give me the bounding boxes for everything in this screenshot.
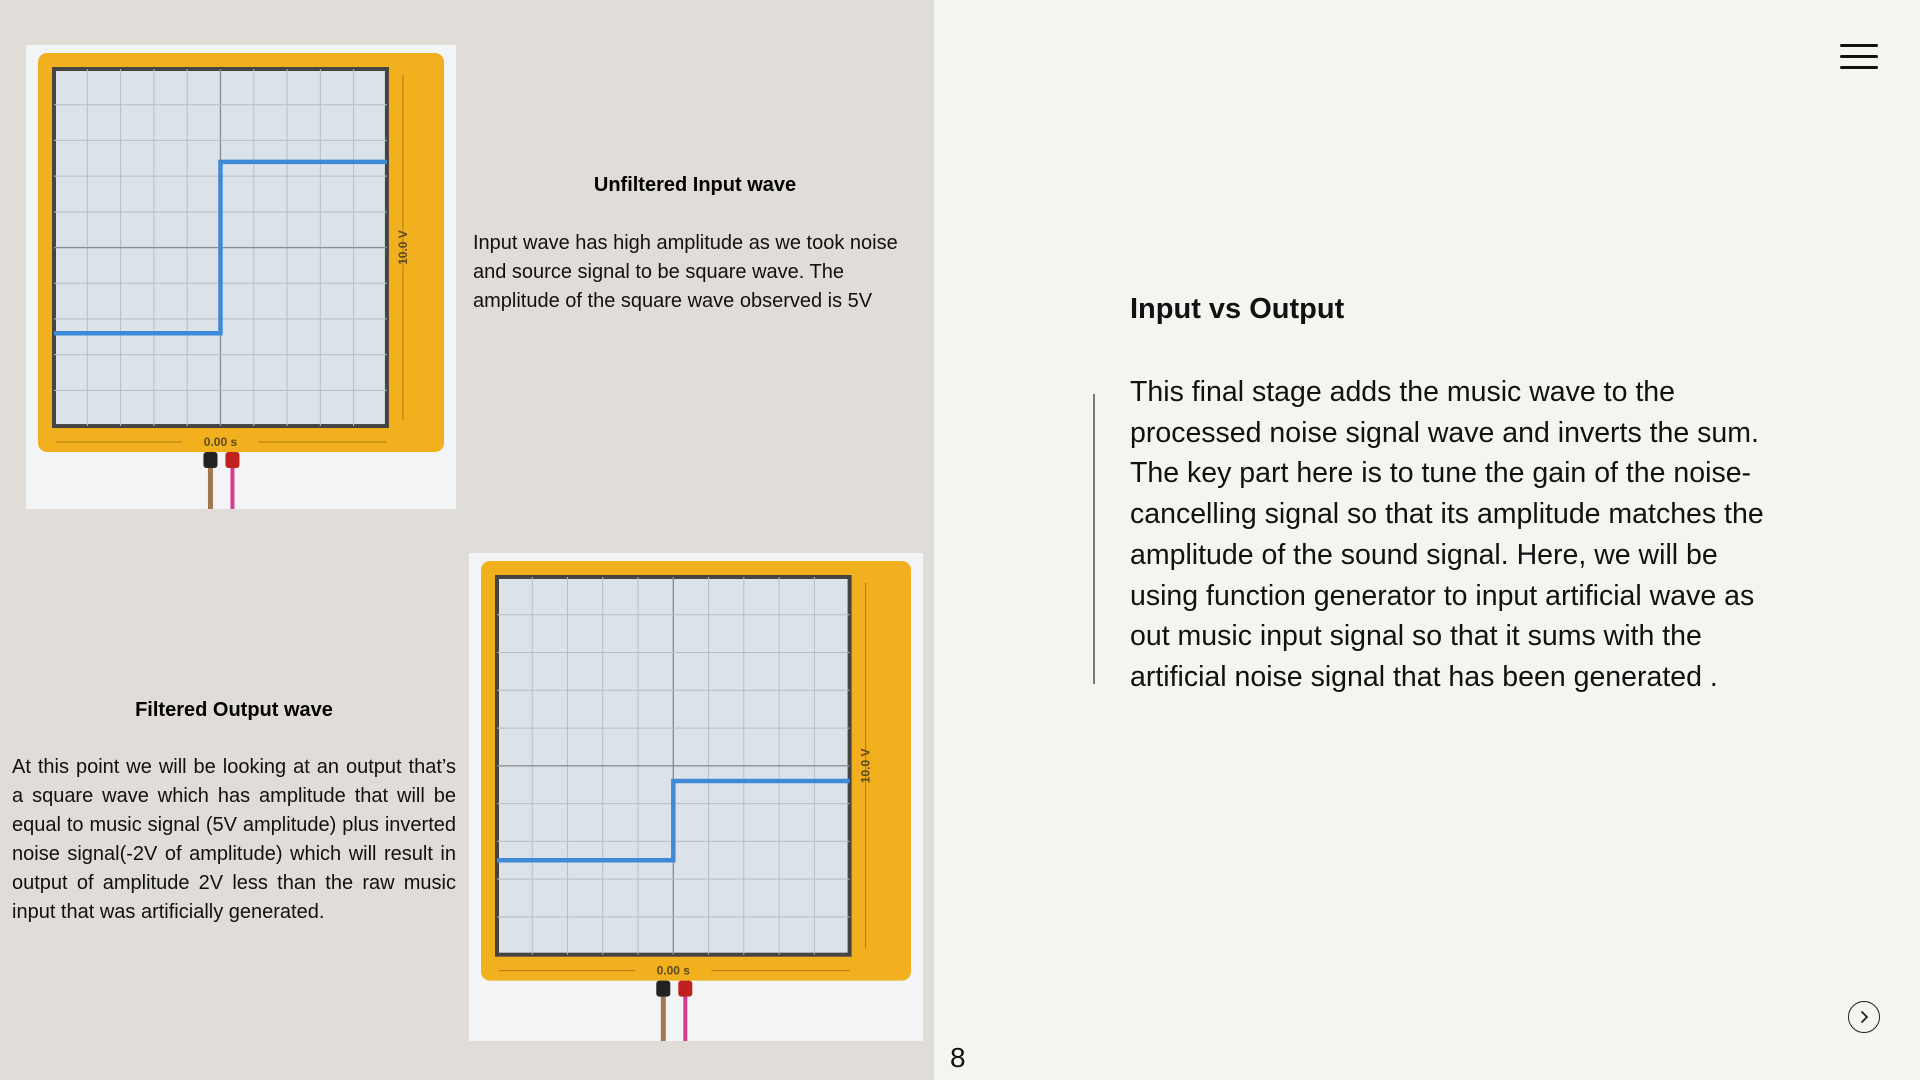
signal-probe: [678, 981, 692, 997]
time-label: 0.00 s: [203, 435, 238, 450]
voltage-label: 10.0 V: [858, 748, 873, 784]
input-oscilloscope-graphic: [26, 45, 456, 509]
voltage-label: 10.0 V: [395, 230, 410, 265]
input-wave-description: Input wave has high amplitude as we took noise and source signal to be square wave. The amplitude of the square wave observed is 5V: [473, 232, 898, 312]
hamburger-menu-icon: [1840, 44, 1878, 47]
menu-button[interactable]: [1838, 40, 1882, 76]
time-label: 0.00 s: [656, 963, 690, 978]
input-oscilloscope: [26, 45, 456, 509]
hamburger-line: [1840, 55, 1878, 58]
quote-divider: [1093, 394, 1095, 684]
hamburger-line: [1840, 66, 1878, 69]
ground-probe: [656, 981, 670, 997]
left-panel: [0, 0, 934, 1080]
chevron-right-icon: [1857, 1010, 1871, 1024]
output-wave-description: At this point we will be looking at an output that’s a square wave which has amplitude that will be equal to music signal (5V amplitude) plus inverted noise signal(-2V of amplitude) which will result in output of amplitude 2V less than the raw music input that was artificially generated.: [12, 756, 456, 923]
output-oscilloscope-graphic: [469, 553, 923, 1041]
page-number: 8: [950, 1042, 966, 1073]
output-oscilloscope: [469, 553, 923, 1041]
next-slide-button[interactable]: [1848, 1001, 1880, 1033]
ground-probe: [203, 452, 217, 468]
section-body: This final stage adds the music wave to the processed noise signal wave and inverts the sum. The key part here is to tune the gain of the noise-cancelling signal so that its amplitude matches the amplitude of the sound signal. Here, we will be using function generator to input artificial wave as out music input signal so that it sums with the artificial noise signal that has been generated .: [1130, 376, 1764, 693]
section-title: Input vs Output: [1130, 293, 1345, 325]
input-wave-title: Unfiltered Input wave: [593, 174, 797, 196]
signal-probe: [225, 452, 239, 468]
output-wave-title: Filtered Output wave: [135, 699, 333, 721]
